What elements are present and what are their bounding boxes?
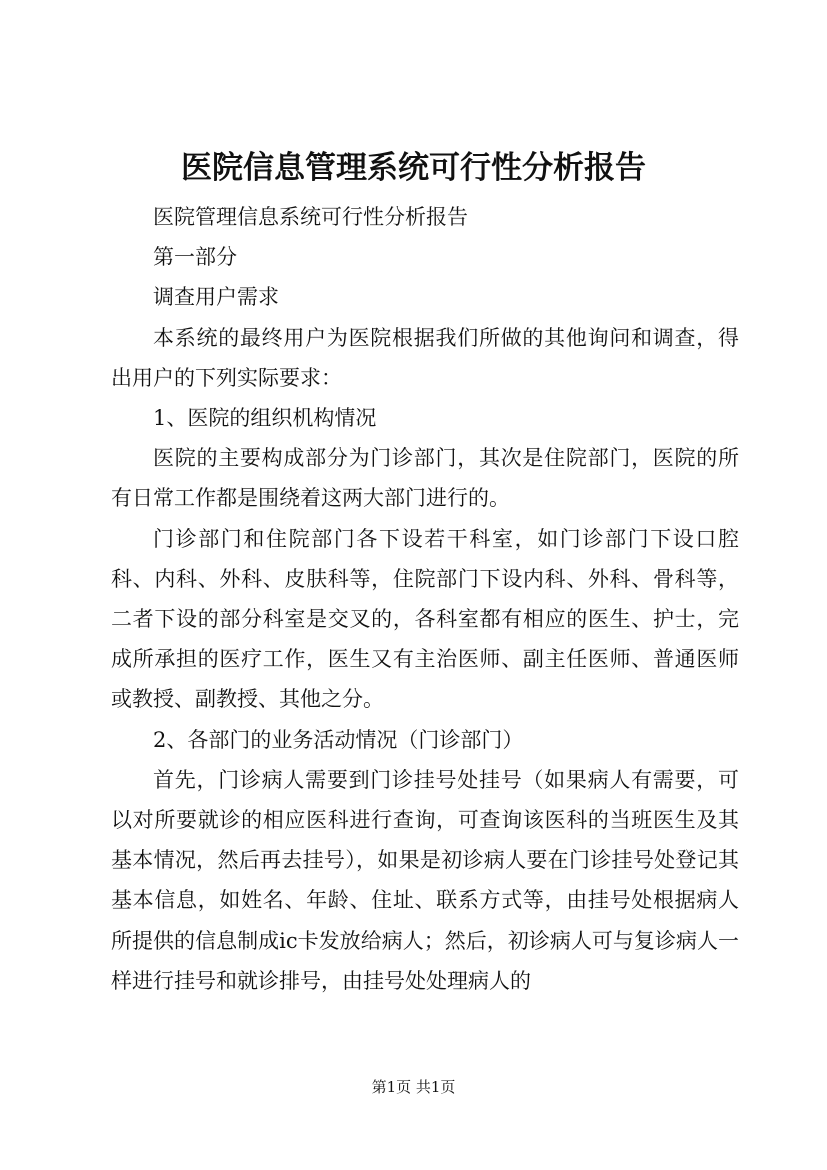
paragraph: 门诊部门和住院部门各下设若干科室，如门诊部门下设口腔科、内科、外科、皮肤科等，住院部门下设内科、外科、骨科等，二者下设的部分科室是交叉的，各科室都有相应的医生、护士，完成所承担的医疗工作，医生又有主治医师、副主任医师、普通医师或教授、副教授、其他之分。 [111,526,739,712]
paragraph: 1、医院的组织机构情况 [153,406,377,431]
paragraph: 第一部分 [153,245,237,270]
paragraph: 医院管理信息系统可行性分析报告 [153,205,468,229]
page-number-footer: 第1页 共1页 [371,1078,456,1096]
paragraph: 调查用户需求 [153,285,279,310]
paragraph: 本系统的最终用户为医院根据我们所做的其他询问和调查，得出用户的下列实际要求： [111,325,739,390]
paragraph: 医院的主要构成部分为门诊部门，其次是住院部门，医院的所有日常工作都是围绕着这两大部门进行的。 [111,446,739,511]
document-body [111,197,739,1001]
document-title: 医院信息管理系统可行性分析报告 [181,150,646,186]
paragraph: 首先，门诊病人需要到门诊挂号处挂号（如果病人有需要，可以对所要就诊的相应医科进行查询，可查询该医科的当班医生及其基本情况，然后再去挂号），如果是初诊病人要在门诊挂号处登记其基本信息，如姓名、年龄、住址、联系方式等，由挂号处根据病人所提供的信息制成ic卡发放给病人；然后，初诊病人可与复诊病人一样进行挂号和就诊排号，由挂号处处理病人的 [111,767,739,993]
paragraph: 2、各部门的业务活动情况（门诊部门） [153,727,524,752]
